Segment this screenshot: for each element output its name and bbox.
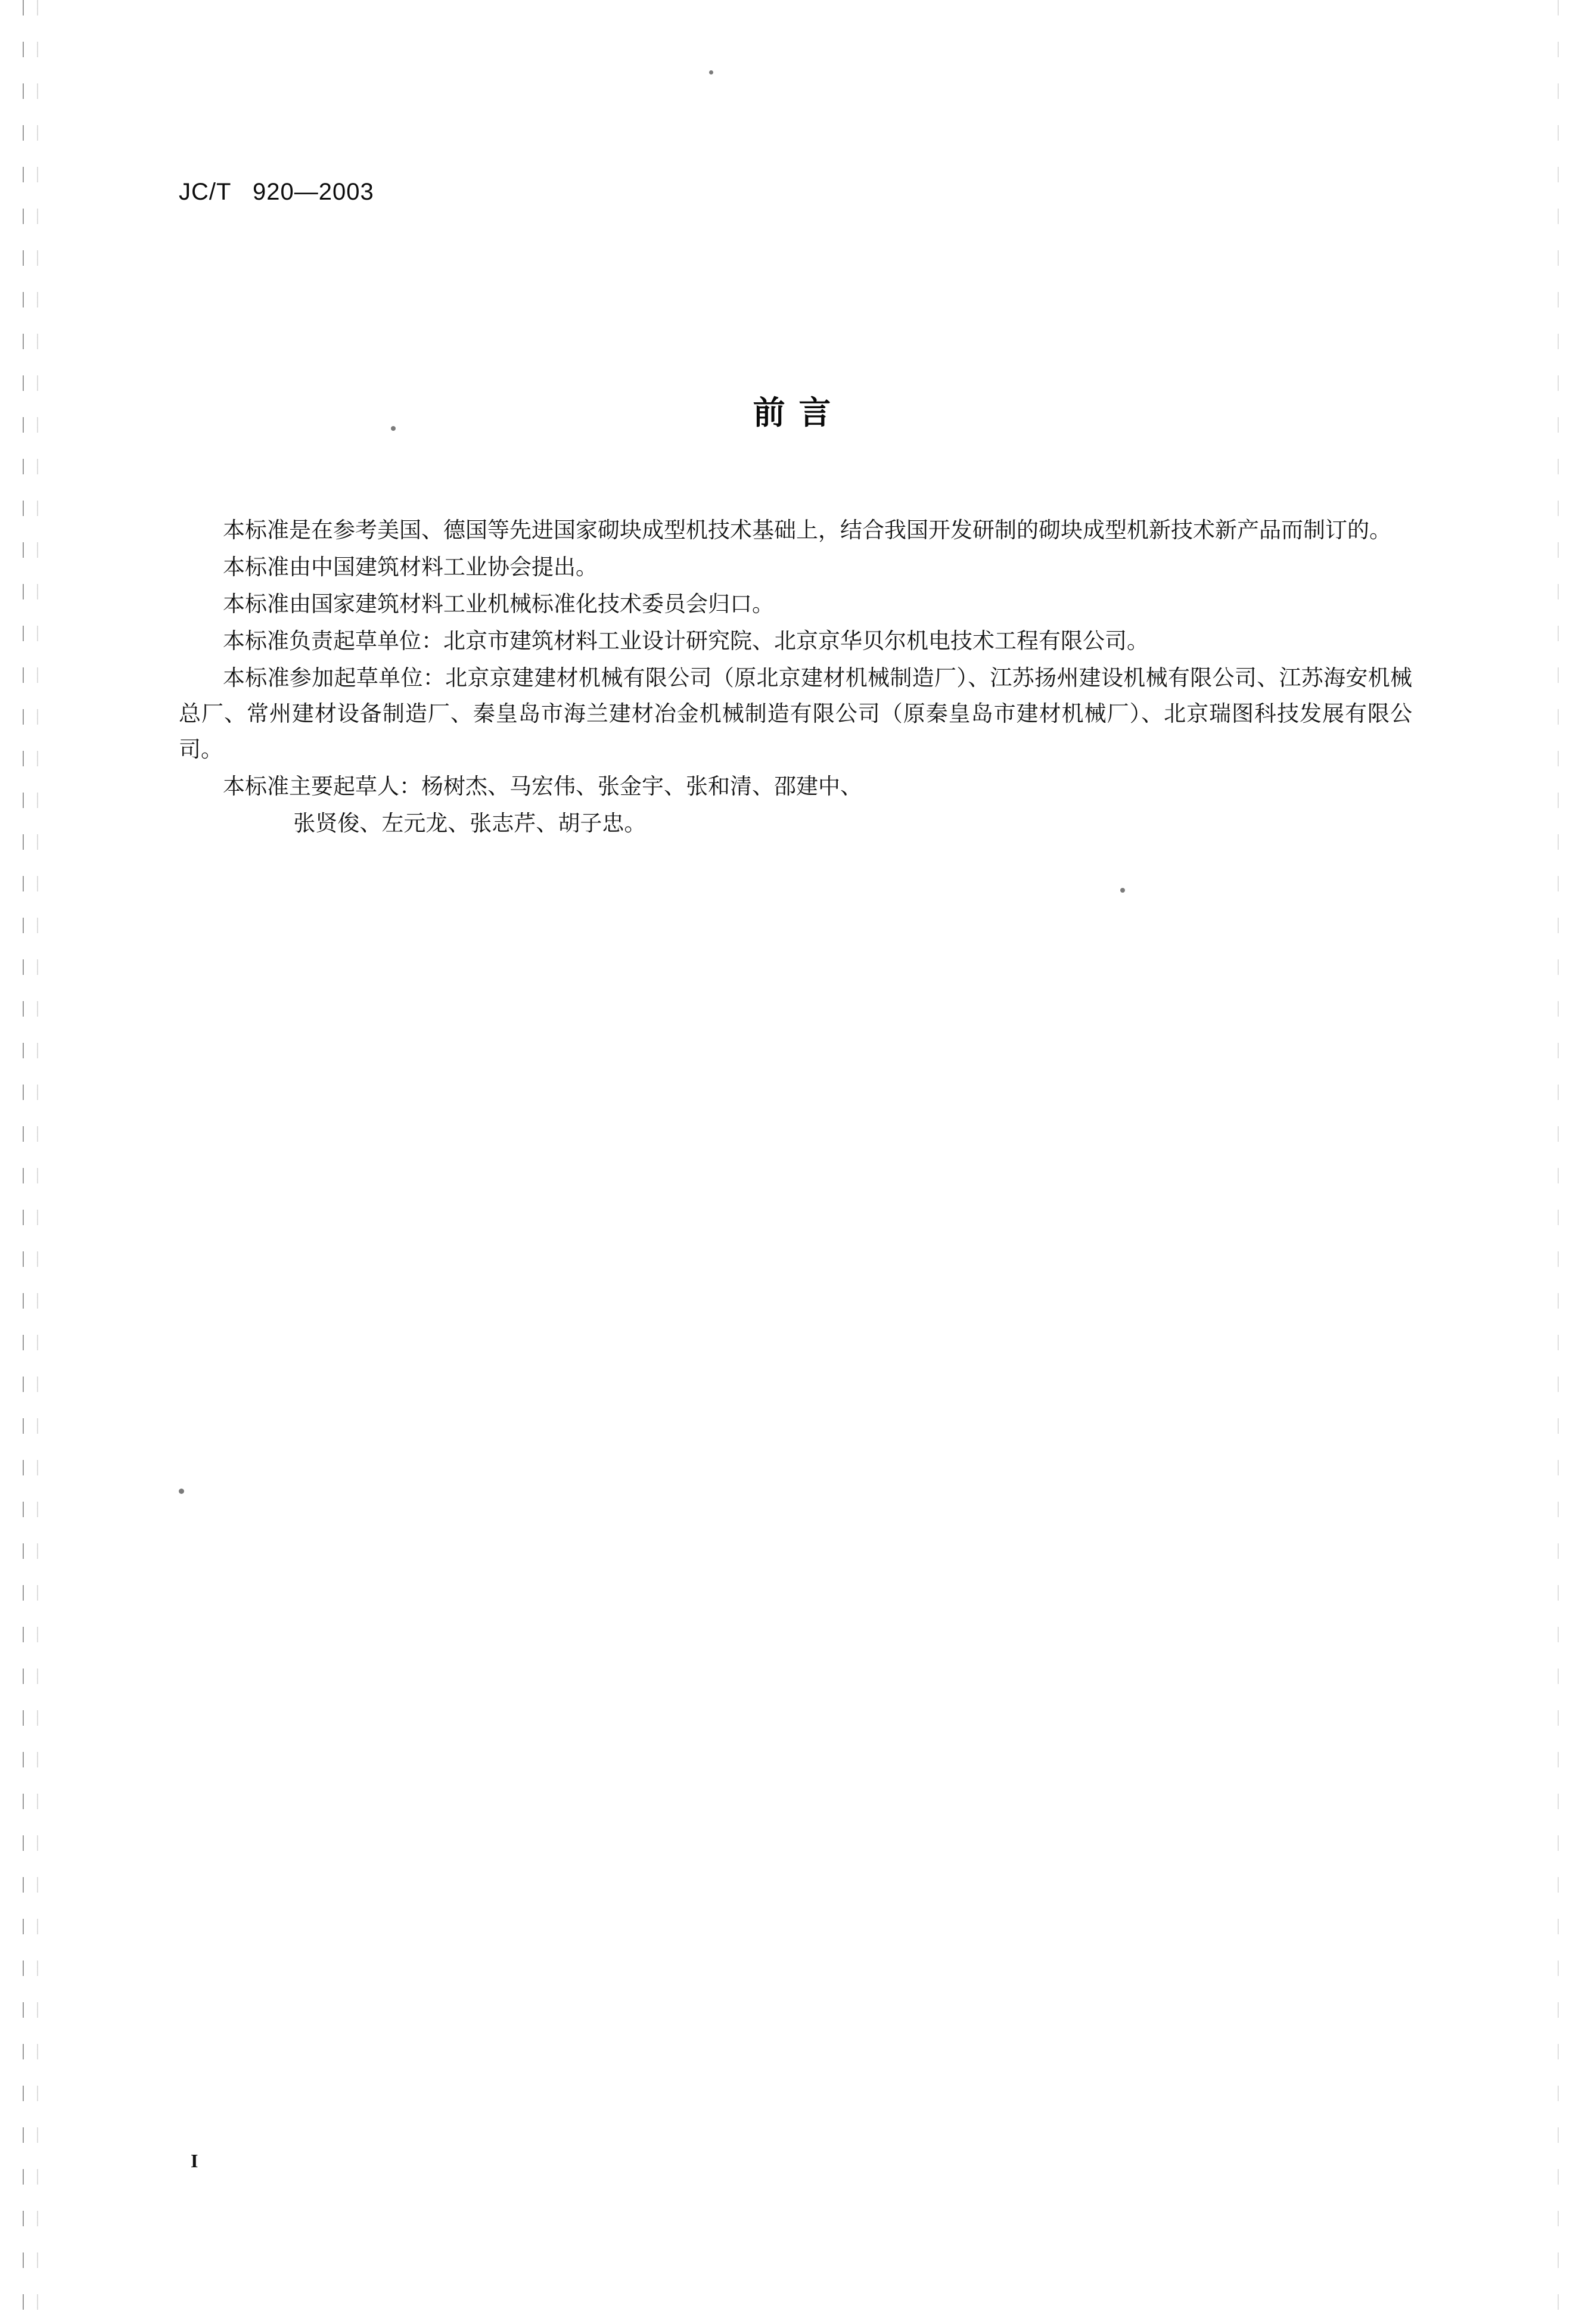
foreword-paragraph-2: 本标准由中国建筑材料工业协会提出。 [223, 554, 598, 580]
foreword-body [179, 512, 1412, 842]
scan-margin-mark-right [1558, 0, 1559, 2324]
foreword-paragraph-6: 本标准主要起草人：杨树杰、马宏伟、张金宇、张和清、邵建中、 [223, 773, 862, 799]
scan-margin-mark-left [23, 0, 24, 2324]
scan-speck [709, 70, 713, 74]
scan-margin-mark-left-secondary [37, 0, 38, 2324]
scan-speck [1120, 888, 1125, 893]
foreword-paragraph-5: 本标准参加起草单位：北京京建建材机械有限公司（原北京建材机械制造厂）、江苏扬州建设机械有限公司、江苏海安机械总厂、常州建材设备制造厂、秦皇岛市海兰建材冶金机械制造有限公司（原秦皇岛市建材机械厂）、北京瑞图科技发展有限公司。 [179, 664, 1412, 762]
scan-speck [179, 1489, 184, 1494]
foreword-paragraph-4: 本标准负责起草单位：北京市建筑材料工业设计研究院、北京京华贝尔机电技术工程有限公司。 [223, 627, 1149, 654]
foreword-paragraph-3: 本标准由国家建筑材料工业机械标准化技术委员会归口。 [223, 591, 774, 617]
foreword-paragraph-1: 本标准是在参考美国、德国等先进国家砌块成型机技术基础上，结合我国开发研制的砌块成型机新技术新产品而制订的。 [223, 517, 1391, 543]
page-title: 前 言 [753, 394, 832, 431]
page-number: I [191, 2150, 198, 2171]
foreword-paragraph-7: 张贤俊、左元龙、张志芹、胡子忠。 [293, 810, 647, 836]
standard-code: JC/T 920—2003 [179, 179, 374, 205]
